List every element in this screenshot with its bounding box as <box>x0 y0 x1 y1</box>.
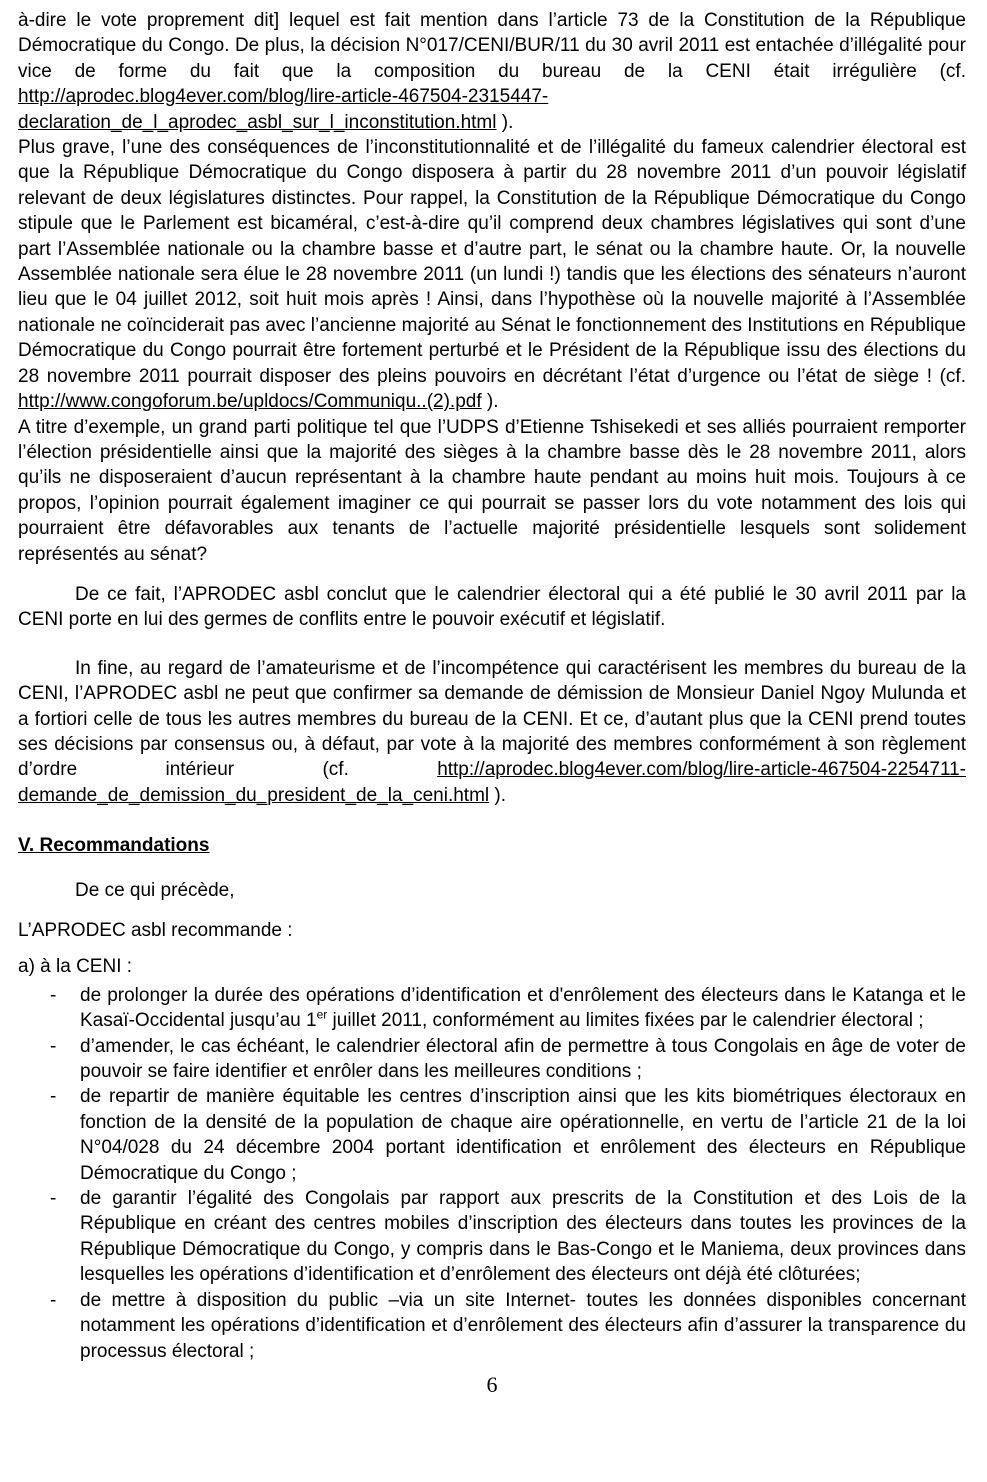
dash-bullet-marker: - <box>50 1289 57 1311</box>
page-number: 6 <box>486 1371 498 1397</box>
list-item <box>18 1288 966 1364</box>
paragraph-text: a) à la CENI : <box>18 956 133 978</box>
link-congoforum-pdf[interactable] <box>18 391 482 412</box>
heading-text: V. Recommandations <box>18 835 210 857</box>
list-item-text: d’amender, le cas échéant, le calendrier électoral afin de permettre à tous Congolais en âge de voter de pouvoir se faire identifier et enrôler dans les meilleures conditions ; <box>80 1035 966 1083</box>
dash-bullet-marker: - <box>50 1188 57 1210</box>
list-item-text: de repartir de manière équitable les centres d’inscription ainsi que les kits biométriques électoraux en fonction de la densité de la population de chaque aire opérationnelle, en vertu de l’article 21 de la loi N°04/028 du 24 décembre 2004 portant identification et enrôlement des électeurs en République Démocratique du Congo ; <box>80 1086 966 1184</box>
paragraph-exemple-udps <box>18 415 966 567</box>
link-text-line2: declaration_de_l_aprodec_asbl_sur_l_inconstitution.html <box>18 111 497 133</box>
list-item-text-part: juillet 2011, conformément au limites fixées par le calendrier électoral ; <box>327 1010 924 1032</box>
dash-bullet-marker: - <box>50 984 57 1006</box>
link-aprodec-declaration[interactable] <box>18 86 548 132</box>
paragraph-text: ). <box>489 784 507 806</box>
list-item-text: de mettre à disposition du public –via un site Internet- toutes les données disponibles concernant notamment les opérations d’identification et d’enrôlement des électeurs afin d’assurer la transparence du processus électoral ; <box>80 1289 966 1362</box>
paragraph-de-ce-qui-precede <box>18 878 966 903</box>
paragraph-text: De ce qui précède, <box>75 879 235 901</box>
paragraph-text: à-dire le vote proprement dit] lequel est fait mention dans l’article 73 de la Constitution de la République Démocratique du Congo. De plus, la décision N°017/CENI/BUR/11 du 30 avril 2011 est entachée d’illégalité pour vice de forme du fait que la composition du bureau de la CENI était irrégulière (cf. <box>18 10 966 82</box>
link-text: http://www.congoforum.be/upldocs/Communiqu..(2).pdf <box>18 391 482 413</box>
list-item-text <box>80 983 966 1034</box>
section-heading-recommandations <box>18 833 966 858</box>
list-item-text-part: de prolonger la durée des opérations d’identification et d'enrôlement des électeurs dans le Katanga et le Kasaï-Occidental jusqu’au 1 <box>80 984 966 1032</box>
list-item <box>18 983 966 1034</box>
paragraph-aprodec-recommande <box>18 918 966 943</box>
paragraph-text: ). <box>481 391 499 413</box>
paragraph-demande-demission <box>18 656 966 808</box>
recommendations-list <box>18 983 966 1364</box>
paragraph-a-la-ceni <box>18 954 966 979</box>
list-item <box>18 1084 966 1186</box>
link-text-line2: demande_de_demission_du_president_de_la_ceni.html <box>18 784 490 806</box>
link-text-line1: http://aprodec.blog4ever.com/blog/lire-article-467504-2315447- <box>18 86 549 108</box>
paragraph-constitution-continuation <box>18 8 966 135</box>
paragraph-text: ). <box>496 111 514 133</box>
paragraph-text: De ce fait, l’APRODEC asbl conclut que le calendrier électoral qui a été publié le 30 avril 2011 par la CENI porte en lui des germes de conflits entre le pouvoir exécutif et législatif. <box>18 583 966 631</box>
paragraph-conclusion-calendrier <box>18 582 966 633</box>
list-item <box>18 1186 966 1288</box>
paragraph-text: A titre d’exemple, un grand parti politique tel que l’UDPS d’Etienne Tshisekedi et ses alliés pourraient remporter l’élection présidentielle ainsi que la majorité des sièges à la chambre basse dès le 28 novembre 2011, alors qu’ils ne disposeraient d’aucun représentant à la chambre haute pendant au moins huit mois. Toujours à ce propos, l’opinion pourrait également imaginer ce qui pourrait se passer lors du vote notamment des lois qui pourraient être défavorables aux tenants de l’actuelle majorité présidentielle lesquels sont solidement représentés au sénat? <box>18 416 966 565</box>
paragraph-consequences-calendrier <box>18 135 966 414</box>
link-text-line1: http://aprodec.blog4ever.com/blog/lire-article-467504-2254711- <box>437 759 966 781</box>
list-item-text: de garantir l’égalité des Congolais par rapport aux prescrits de la Constitution et des Lois de la République en créant des centres mobiles d’inscription des électeurs dans toutes les provinces de la République Démocratique du Congo, y compris dans le Bas-Congo et le Maniema, deux provinces dans lesquelles les opérations d’identification et d’enrôlement des électeurs ont déjà été clôturées; <box>80 1188 966 1286</box>
dash-bullet-marker: - <box>50 1035 57 1057</box>
paragraph-text: Plus grave, l’une des conséquences de l’inconstitutionnalité et de l’illégalité du fameux calendrier électoral est que la République Démocratique du Congo disposera à partir du 28 novembre 2011 d’un pouvoir législatif relevant de deux législatures distinctes. Pour rappel, la Constitution de la République Démocratique du Congo stipule que le Parlement est bicaméral, c’est-à-dire qu’il comprend deux chambres législatives qui sont d’une part l’Assemblée nationale ou la chambre basse et d’autre part, le sénat ou la chambre haute. Or, la nouvelle Assemblée nationale sera élue le 28 novembre 2011 (un lundi !) tandis que les élections des sénateurs n’auront lieu que le 04 juillet 2012, soit huit mois après ! Ainsi, dans l’hypothèse où la nouvelle majorité à l’Assemblée nationale ne coïnciderait pas avec l’ancienne majorité au Sénat le fonctionnement des Institutions en République Démocratique du Congo pourrait être fortement perturbé et le Président de la République issu des élections du 28 novembre 2011 pourrait disposer des pleins pouvoirs en décrétant l’état d’urgence ou l’état de siège ! (cf. <box>18 137 966 387</box>
paragraph-text: L’APRODEC asbl recommande : <box>18 920 293 941</box>
list-item <box>18 1034 966 1085</box>
ordinal-superscript: er <box>316 1007 328 1022</box>
dash-bullet-marker: - <box>50 1086 57 1108</box>
paragraph-text: In fine, au regard de l’amateurisme et de l’incompétence qui caractérisent les membres du bureau de la CENI, l’APRODEC asbl ne peut que confirmer sa demande de démission de Monsieur Daniel Ngoy Mulunda et a fortiori celle de tous les autres membres du bureau de la CENI. Et ce, d’autant plus que la CENI prend toutes ses décisions par consensus ou, à défaut, par vote à la majorité des membres conformément à son règlement d’ordre intérieur (cf. <box>18 657 966 781</box>
